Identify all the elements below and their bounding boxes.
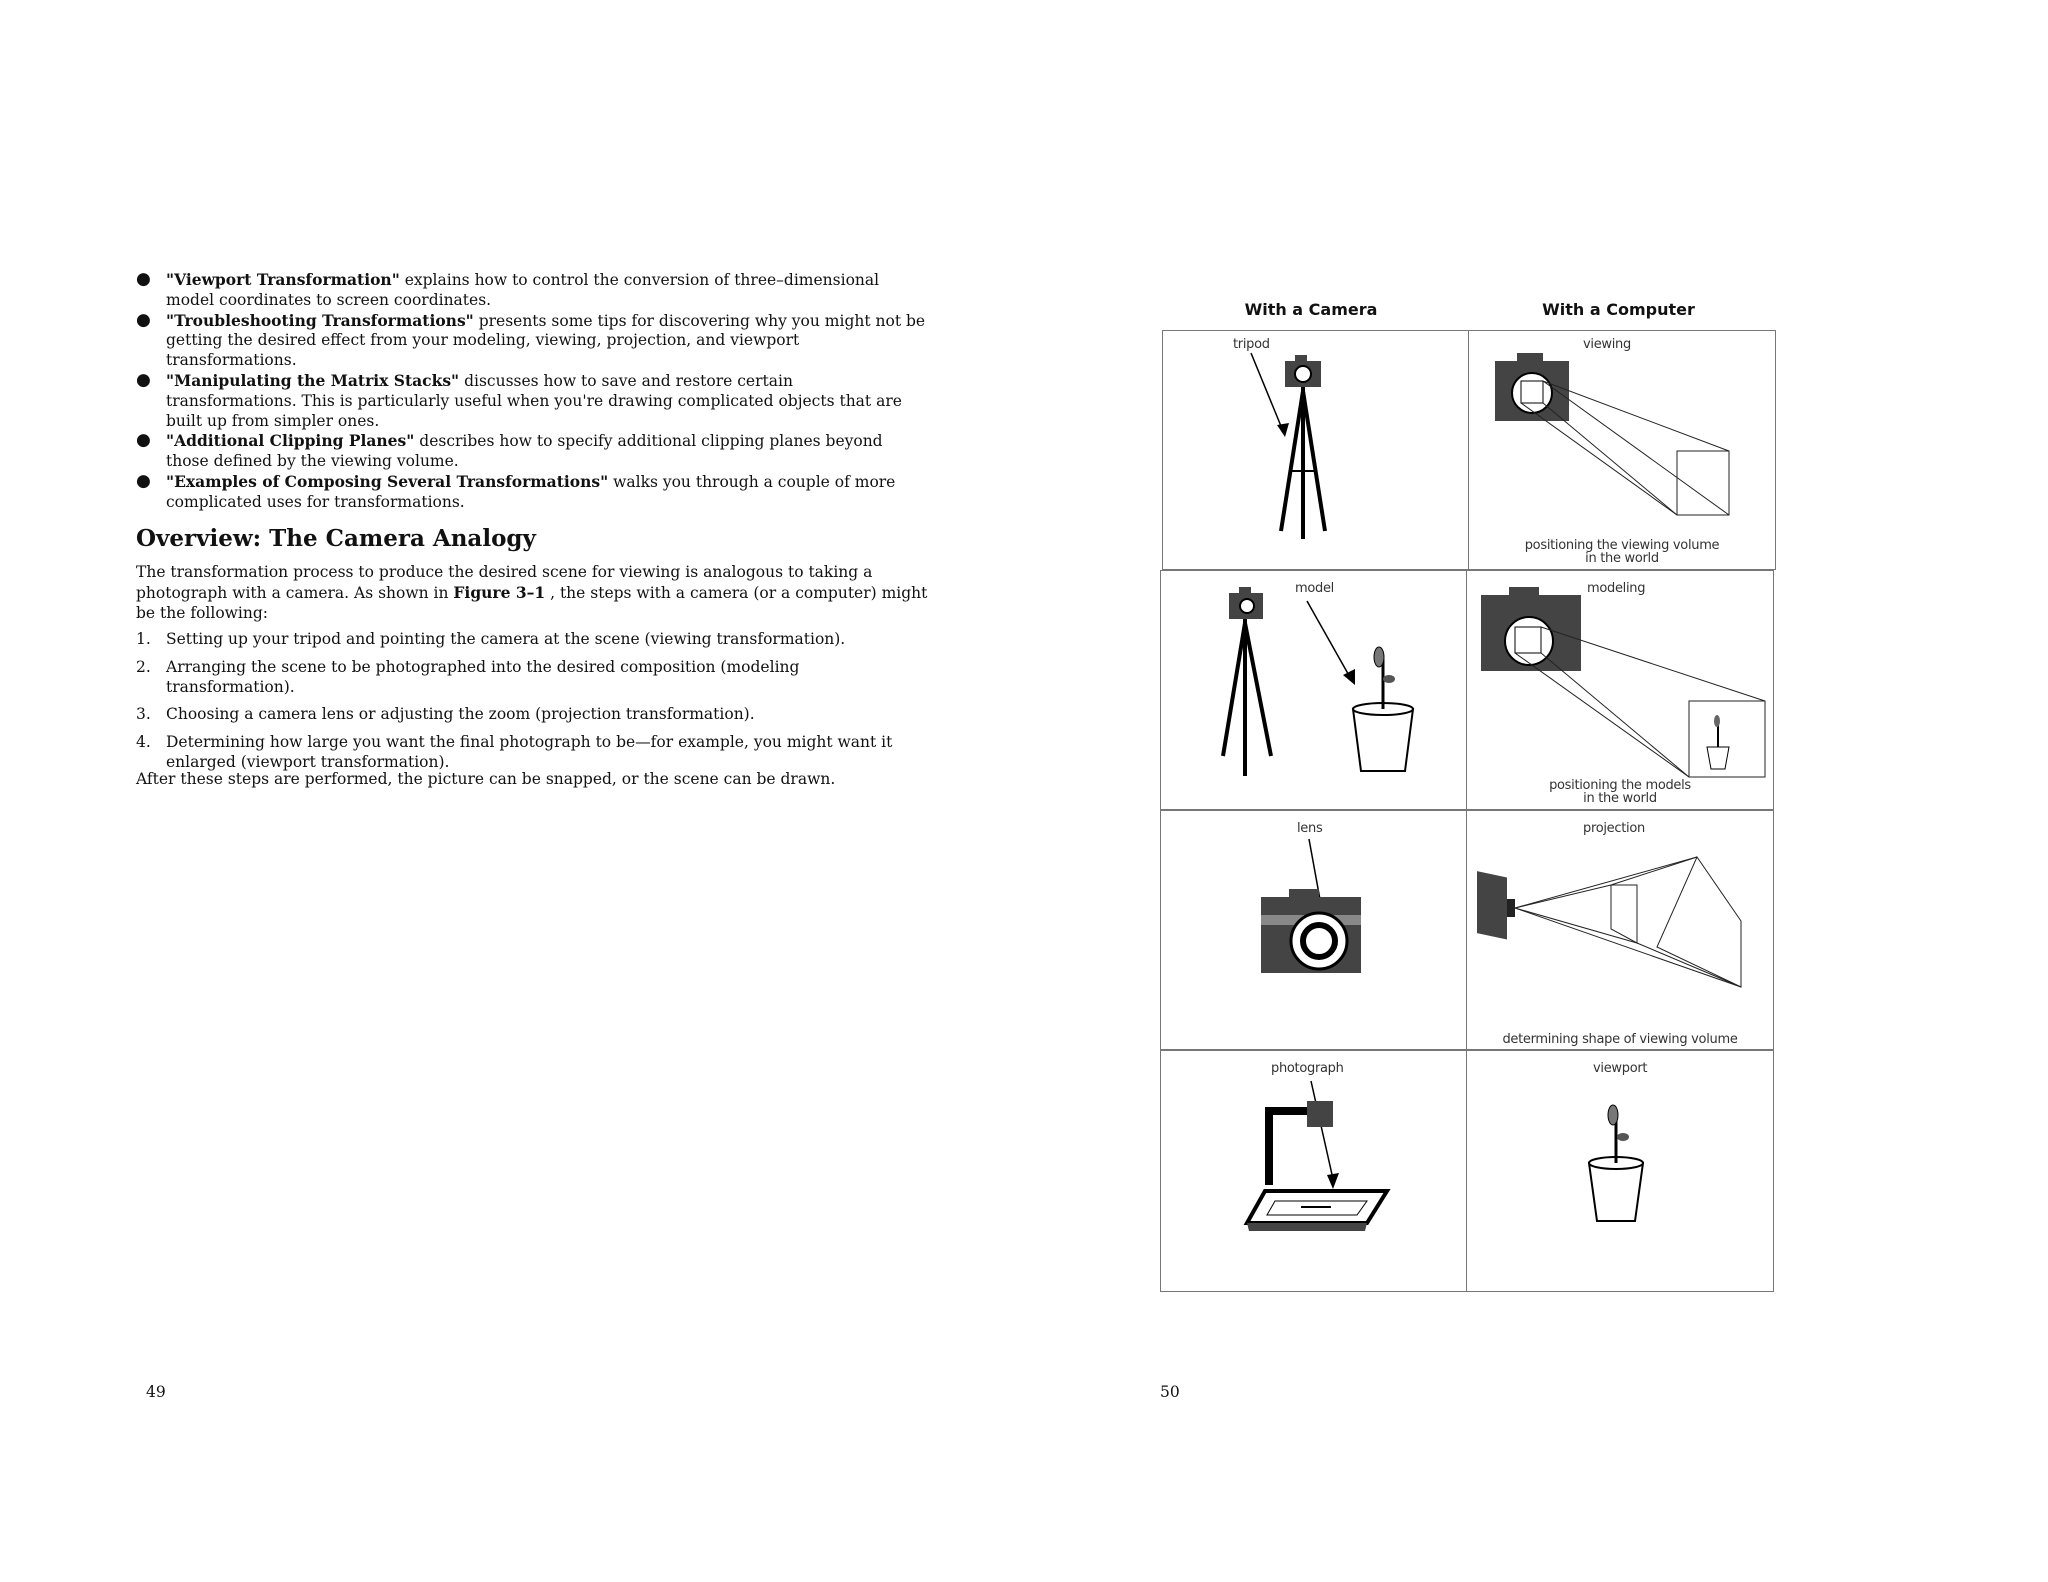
figure-grid: [1156, 330, 1776, 1290]
cell-projection: [1466, 810, 1774, 1050]
cell-label: viewing: [1583, 337, 1631, 352]
step-text: Choosing a camera lens or adjusting the zoom (projection transformation).: [166, 705, 755, 724]
page-number: 50: [1160, 1383, 1180, 1401]
column-header-camera: With a Camera: [1244, 300, 1378, 319]
cell-viewport: [1466, 1050, 1774, 1292]
bullet-link-title: "Examples of Composing Several Transformations": [166, 471, 609, 491]
bullet-dot-icon: ●: [136, 430, 151, 451]
step-number: 3.: [136, 705, 151, 724]
closing-paragraph: After these steps are performed, the picture can be snapped, or the scene can be drawn.: [136, 770, 836, 788]
tripod-and-plant-icon: [1161, 571, 1468, 811]
viewing-volume-icon: [1469, 331, 1777, 571]
bullet-link-title: "Additional Clipping Planes": [166, 431, 415, 451]
bullet-dot-icon: ●: [136, 309, 151, 330]
intro-paragraph: [136, 563, 936, 623]
bullet-text: describes how to specify additional clipping planes beyond those defined by the viewing volume.: [166, 432, 883, 471]
bullet-item: [136, 270, 926, 311]
bullet-item: [136, 472, 926, 513]
caption-line: in the world: [1585, 551, 1659, 566]
step-item: [136, 658, 916, 698]
cell-label: viewport: [1593, 1061, 1648, 1076]
cell-label: model: [1295, 581, 1334, 596]
bullet-link-title: "Manipulating the Matrix Stacks": [166, 370, 460, 390]
step-item: [136, 705, 916, 725]
cell-label: photograph: [1271, 1061, 1344, 1076]
cell-caption: [1467, 1033, 1773, 1046]
bullet-text: presents some tips for discovering why you might not be getting the desired effect from your modeling, viewing, projection, and viewport transformations.: [166, 311, 926, 370]
intro-text-end: , the steps with a camera (or a computer) might be the following:: [136, 583, 928, 622]
bullet-link-title: "Troubleshooting Transformations": [166, 310, 474, 330]
caption-line: in the world: [1583, 791, 1657, 806]
bullet-dot-icon: ●: [136, 369, 151, 390]
caption-line: determining shape of viewing volume: [1502, 1032, 1738, 1047]
step-text: Determining how large you want the final photograph to be—for example, you might want it enlarged (viewport transformation).: [166, 733, 893, 771]
bullet-link-title: "Viewport Transformation": [166, 270, 400, 289]
caption-line: positioning the viewing volume: [1524, 538, 1720, 553]
cell-caption: [1467, 779, 1773, 805]
tripod-camera-icon: [1163, 331, 1470, 571]
bullet-text: explains how to control the conversion of three–dimensional model coordinates to screen coordinates.: [166, 271, 880, 309]
column-header-computer: With a Computer: [1542, 300, 1695, 319]
cell-label: projection: [1583, 821, 1645, 836]
camera-analogy-figure: [1156, 300, 1776, 1300]
intro-text: The transformation process to produce the desired scene for viewing is analogous to taking a photograph with a camera. As shown in: [136, 563, 873, 602]
cell-viewing: [1468, 330, 1776, 570]
cell-label: lens: [1297, 821, 1323, 836]
figure-reference: Figure 3–1: [453, 582, 546, 602]
caption-line: positioning the models: [1549, 778, 1691, 793]
lens-camera-icon: [1161, 811, 1468, 1051]
bullet-item: [136, 311, 926, 371]
modeling-volume-icon: [1467, 571, 1775, 811]
projection-frustum-icon: [1467, 811, 1775, 1051]
step-item: [136, 733, 916, 773]
step-number: 2.: [136, 657, 151, 676]
cell-label: tripod: [1233, 337, 1270, 352]
bullet-dot-icon: ●: [136, 269, 151, 289]
bullet-dot-icon: ●: [136, 470, 151, 491]
bullet-item: [136, 371, 926, 431]
page-number: 49: [146, 1383, 166, 1401]
cell-model: [1160, 570, 1467, 810]
step-number: 1.: [136, 630, 151, 648]
step-item: [136, 630, 916, 650]
bullet-text: walks you through a couple of more complicated uses for transformations.: [166, 472, 896, 511]
bullet-text: discusses how to save and restore certain transformations. This is particularly useful when you're drawing complicated objects that are built up from simpler ones.: [166, 371, 902, 430]
cell-tripod: [1162, 330, 1469, 570]
step-number: 4.: [136, 733, 151, 752]
cell-caption: [1469, 539, 1775, 565]
bullet-item: [136, 431, 926, 472]
cell-modeling: [1466, 570, 1774, 810]
cell-label: modeling: [1587, 581, 1646, 596]
topic-bullet-list: [136, 270, 926, 513]
steps-list: [136, 630, 916, 781]
cell-photograph: [1160, 1050, 1467, 1292]
enlarger-photograph-icon: [1161, 1051, 1468, 1293]
viewport-plant-icon: [1467, 1051, 1775, 1293]
cell-lens: [1160, 810, 1467, 1050]
section-title: Overview: The Camera Analogy: [136, 525, 536, 552]
step-text: Arranging the scene to be photographed into the desired composition (modeling transformation).: [166, 657, 800, 696]
step-text: Setting up your tripod and pointing the camera at the scene (viewing transformation).: [166, 630, 846, 648]
